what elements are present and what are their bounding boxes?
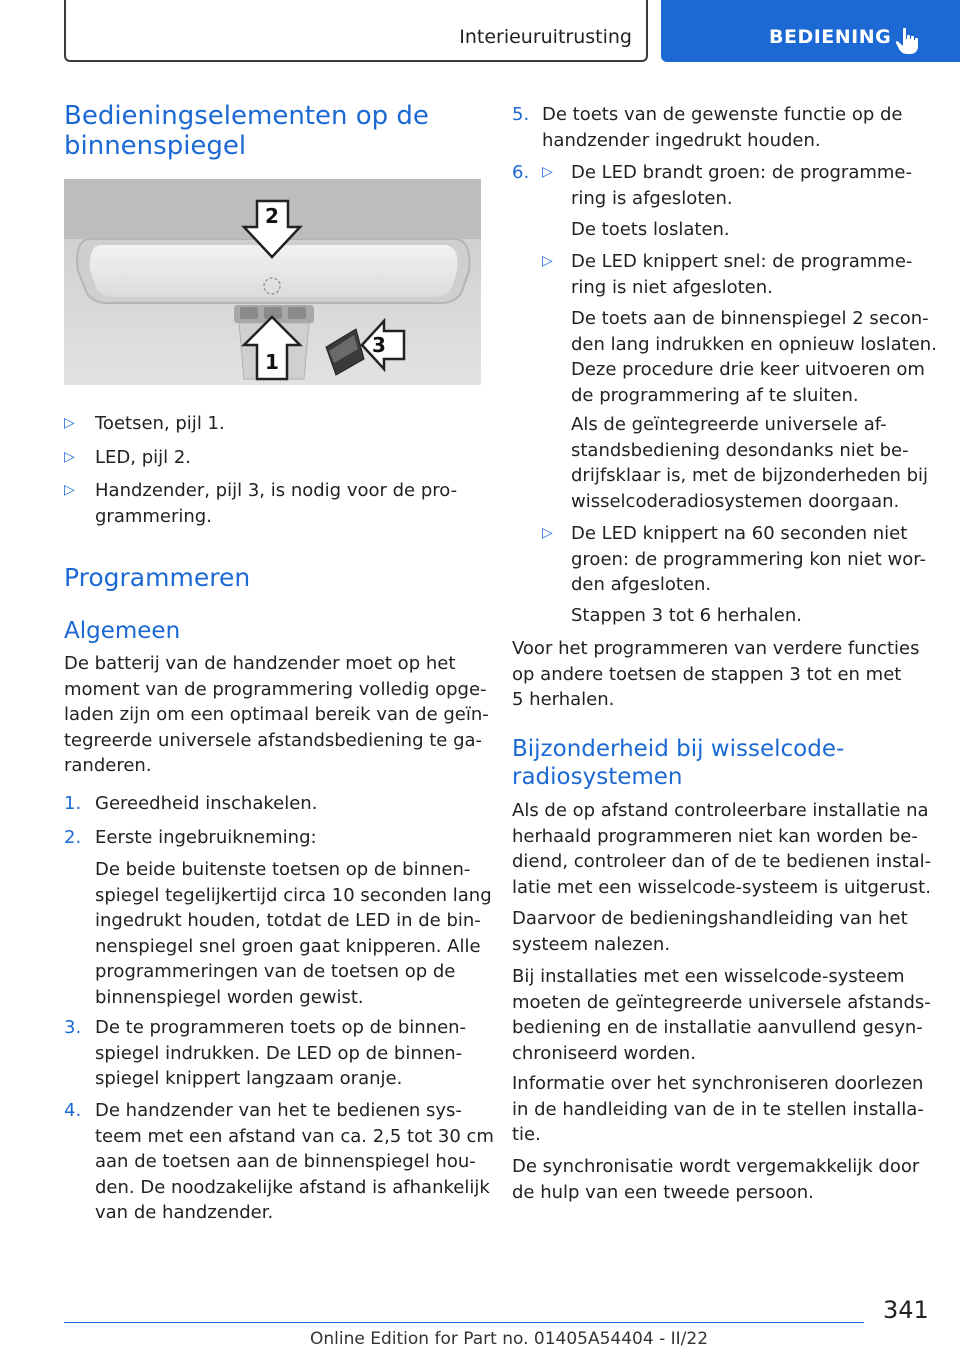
heading-programmeren: Programmeren xyxy=(64,563,251,592)
section-title: BEDIENING xyxy=(769,26,892,48)
paragraph: Daarvoor de bedieningshandleiding van het systeem nalezen. xyxy=(512,908,908,955)
sub-item: De LED knippert snel: de programme- ring is niet afgesloten. xyxy=(571,251,913,298)
paragraph: Als de op afstand controleerbare installatie na herhaald programmeren niet kan worden be- diend, controleer dan of de te bedienen instal- latie met een wisselcode-systeem is uitgerust. xyxy=(512,800,932,898)
step-text: Eerste ingebruikneming: xyxy=(95,827,317,848)
paragraph: Informatie over het synchroniseren doorlezen in de handleiding van de in te stellen installa- tie. xyxy=(512,1073,924,1145)
header-chapter-tab xyxy=(64,0,648,62)
step-subtext: De beide buitenste toetsen op de binnen- spiegel tegelijkertijd circa 10 seconden lang ingedrukt houden, totdat de LED in de bin- nenspiegel snel groen gaat knipperen. Alle programmeringen van de toetsen op de binnenspiegel worden gewist. xyxy=(95,859,492,1008)
paragraph-algemeen: De batterij van de handzender moet op het moment van de programmering volledig opge- laden zijn om een optimaal bereik van de geïn- tegreerde universele afstandsbediening te ga- randeren. xyxy=(64,653,489,776)
page-number: 341 xyxy=(883,1296,929,1324)
list-item: Toetsen, pijl 1. xyxy=(95,413,225,434)
hand-pointer-icon xyxy=(895,27,921,55)
sub-item: De LED brandt groen: de programme- ring is afgesloten. xyxy=(571,162,912,209)
header-section-tab xyxy=(661,0,960,62)
sub-item-text: De toets loslaten. xyxy=(571,219,730,240)
bullet-triangle-icon: ▷ xyxy=(64,449,75,465)
step-text: Gereedheid inschakelen. xyxy=(95,793,318,814)
heading-algemeen: Algemeen xyxy=(64,618,181,644)
sub-item: De LED knippert na 60 seconden niet groen: de programmering kon niet wor- den afgesloten. xyxy=(571,523,926,595)
step-number: 4. xyxy=(64,1100,82,1121)
step-number: 3. xyxy=(64,1017,82,1038)
paragraph-more: Voor het programmeren van verdere functies op andere toetsen de stappen 3 tot en met 5 herhalen. xyxy=(512,638,920,710)
mirror-figure xyxy=(64,179,481,385)
mirror-illustration xyxy=(64,179,481,385)
bullet-triangle-icon: ▷ xyxy=(64,415,75,431)
step-number: 6. xyxy=(512,162,530,183)
bullet-triangle-icon: ▷ xyxy=(542,253,553,269)
heading-line: binnenspiegel xyxy=(64,131,247,161)
step-number: 5. xyxy=(512,104,530,125)
sub-item-text: Als de geïntegreerde universele af- standsbediening desondanks niet be- drijfsklaar is, met de bijzonderheden bij wisselcoderadiosystemen doorgaan. xyxy=(571,414,929,512)
sub-item-text: Stappen 3 tot 6 herhalen. xyxy=(571,605,802,626)
chapter-title: Interieuruitrusting xyxy=(459,26,632,48)
paragraph: Bij installaties met een wisselcode-systeem moeten de geïntegreerde universele afstands- bediening en de installatie aanvullend gesyn- chroniseerd worden. xyxy=(512,966,931,1064)
figure-label-3: 3 xyxy=(372,333,386,357)
section-heading xyxy=(64,101,429,161)
footer-edition: Online Edition for Part no. 01405A54404 - II/22 xyxy=(310,1329,709,1349)
sub-item-text: De toets aan de binnenspiegel 2 secon- den lang indrukken en opnieuw loslaten. Deze procedure drie keer uitvoeren om de programmering af te sluiten. xyxy=(571,308,937,406)
heading-line: Bedieningselementen op de xyxy=(64,101,429,131)
bullet-triangle-icon: ▷ xyxy=(64,482,75,498)
list-item: Handzender, pijl 3, is nodig voor de pro- grammering. xyxy=(95,480,458,527)
figure-label-2: 2 xyxy=(265,204,279,228)
step-number: 2. xyxy=(64,827,82,848)
step-text: De handzender van het te bedienen sys- teem met een afstand van ca. 2,5 tot 30 cm aan de toetsen aan de binnenspiegel hou- den. De noodzakelijke afstand is afhankelijk van de handzender. xyxy=(95,1100,494,1223)
paragraph: De synchronisatie wordt vergemakkelijk door de hulp van een tweede persoon. xyxy=(512,1156,920,1203)
step-text: De te programmeren toets op de binnen- spiegel indrukken. De LED op de binnen- spiegel knippert langzaam oranje. xyxy=(95,1017,467,1089)
bullet-triangle-icon: ▷ xyxy=(542,525,553,541)
footer-divider xyxy=(64,1322,864,1323)
list-item: LED, pijl 2. xyxy=(95,447,192,468)
figure-label-1: 1 xyxy=(265,350,279,374)
bullet-triangle-icon: ▷ xyxy=(542,164,553,180)
step-number: 1. xyxy=(64,793,82,814)
step-text: De toets van de gewenste functie op de handzender ingedrukt houden. xyxy=(542,104,903,151)
heading-bijzonderheid: Bijzonderheid bij wisselcode- radiosystemen xyxy=(512,736,845,790)
